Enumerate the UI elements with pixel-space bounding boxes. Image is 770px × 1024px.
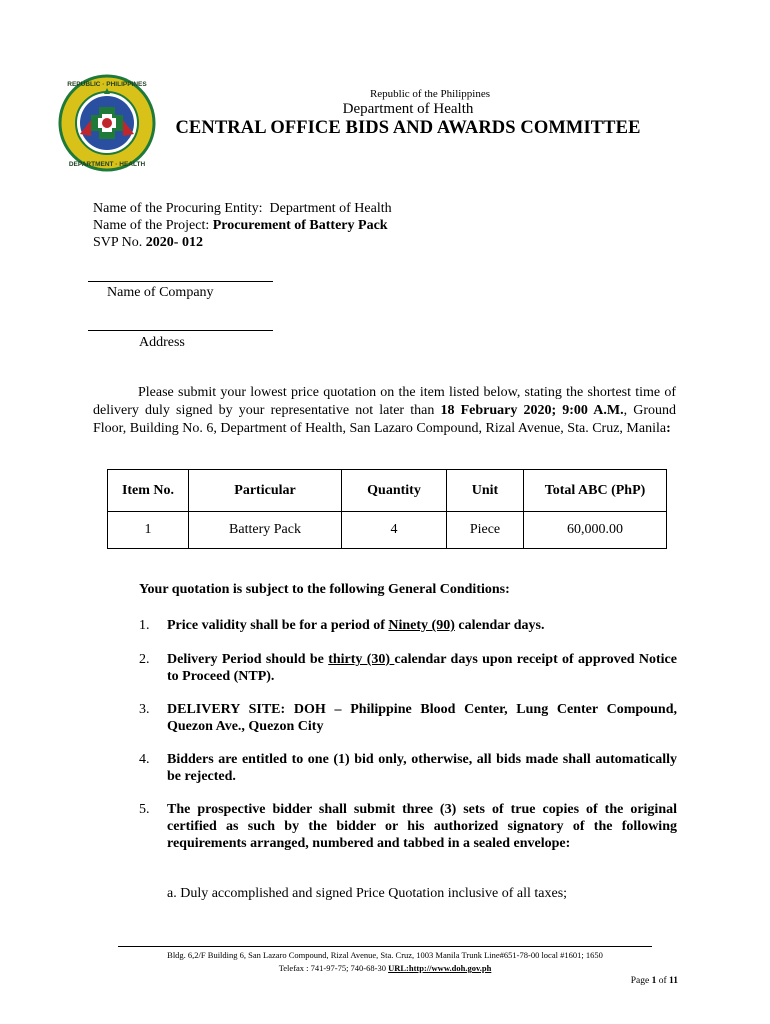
condition-number: 3. [139, 702, 150, 717]
footer-contact [0, 963, 770, 973]
condition-underlined: Ninety (90) [388, 618, 455, 633]
procurement-info [93, 200, 392, 251]
page-label: Page [630, 976, 652, 986]
header-republic: Republic of the Philippines [369, 88, 491, 100]
intro-text-1: Please submit your lowest price quotation on the item listed below, stating the shortest time of delivery duly signed by your representative not later than [93, 385, 676, 418]
cell-unit: Piece [447, 512, 524, 549]
table-row [108, 512, 667, 549]
footer-divider [118, 946, 652, 947]
intro-deadline: 18 February 2020; 9:00 A.M. [440, 403, 624, 418]
col-item-no: Item No. [108, 470, 189, 512]
condition-number: 5. [139, 802, 150, 817]
condition-text-end: calendar days upon receipt of approved Notice to Proceed (NTP). [167, 652, 677, 684]
condition-underlined: thirty (30) [328, 652, 395, 667]
project-value: Procurement of Battery Pack [212, 218, 388, 233]
conditions-heading: Your quotation is subject to the following General Conditions: [139, 582, 510, 597]
intro-paragraph [93, 384, 676, 438]
svp-value: 2020- 012 [145, 235, 203, 250]
cell-quantity: 4 [342, 512, 447, 549]
svg-text:DEPARTMENT · HEALTH: DEPARTMENT · HEALTH [68, 161, 146, 168]
entity-value: Department of Health [269, 201, 392, 216]
col-particular: Particular [189, 470, 342, 512]
cell-particular: Battery Pack [189, 512, 342, 549]
cell-item-no: 1 [108, 512, 189, 549]
condition-text: Delivery Period should be [167, 652, 329, 667]
requirement-a: a. Duly accomplished and signed Price Quotation inclusive of all taxes; [167, 886, 568, 901]
cell-total-abc: 60,000.00 [524, 512, 667, 549]
condition-text: The prospective bidder shall submit three (3) sets of true copies of the original certified as such by the bidder or his authorized signatory of the following requirements arranged, numbered and tabbed in a sealed envelope: [167, 802, 677, 851]
page-total: 11 [669, 976, 678, 986]
address-line[interactable] [88, 330, 273, 331]
footer-telefax: Telefax : 741-97-75; 740-68-30 [278, 963, 389, 973]
col-unit: Unit [447, 470, 524, 512]
intro-text-2: , Ground Floor, Building No. 6, Department of Health, San Lazaro Compound, Rizal Avenue, Sta. Cruz, Manila [93, 403, 676, 436]
condition-item [139, 701, 677, 735]
entity-line [93, 200, 392, 217]
items-table [107, 469, 667, 549]
svp-line [93, 234, 392, 251]
footer-address: Bldg. 6,2/F Building 6, San Lazaro Compound, Rizal Avenue, Sta. Cruz, 1003 Manila Trunk Line#651-78-00 local #1601; 1650 [167, 950, 603, 960]
table-header-row [108, 470, 667, 512]
condition-text: DELIVERY SITE: DOH – Philippine Blood Center, Lung Center Compound, Quezon Ave., Quezon City [167, 702, 677, 734]
condition-item [139, 617, 677, 634]
page-current: 1 [651, 976, 657, 986]
col-quantity: Quantity [342, 470, 447, 512]
condition-text: Bidders are entitled to one (1) bid only, otherwise, all bids made shall automatically be rejected. [167, 752, 677, 784]
address-label: Address [139, 335, 185, 350]
col-total-abc: Total ABC (PhP) [524, 470, 667, 512]
page-number [631, 976, 678, 986]
footer-url-link[interactable]: URL:http://www.doh.gov.ph [388, 963, 492, 973]
condition-item [139, 651, 677, 685]
condition-item [139, 801, 677, 852]
intro-colon: : [666, 421, 671, 436]
project-label: Name of the Project: [93, 218, 210, 233]
svp-label: SVP No. [93, 235, 143, 250]
page-of: of [656, 976, 670, 986]
condition-number: 2. [139, 652, 150, 667]
svg-text:REPUBLIC · PHILIPPINES: REPUBLIC · PHILIPPINES [67, 81, 147, 88]
company-name-line[interactable] [88, 281, 273, 282]
header-committee-title: CENTRAL OFFICE BIDS AND AWARDS COMMITTEE [175, 118, 641, 138]
entity-label: Name of the Procuring Entity: [93, 201, 263, 216]
condition-number: 1. [139, 618, 150, 633]
header-department: Department of Health [342, 101, 474, 117]
condition-number: 4. [139, 752, 150, 767]
project-line [93, 217, 392, 234]
company-name-label: Name of Company [107, 285, 214, 300]
condition-text-end: calendar days. [454, 618, 545, 633]
condition-text: Price validity shall be for a period of [167, 618, 389, 633]
condition-item [139, 751, 677, 785]
